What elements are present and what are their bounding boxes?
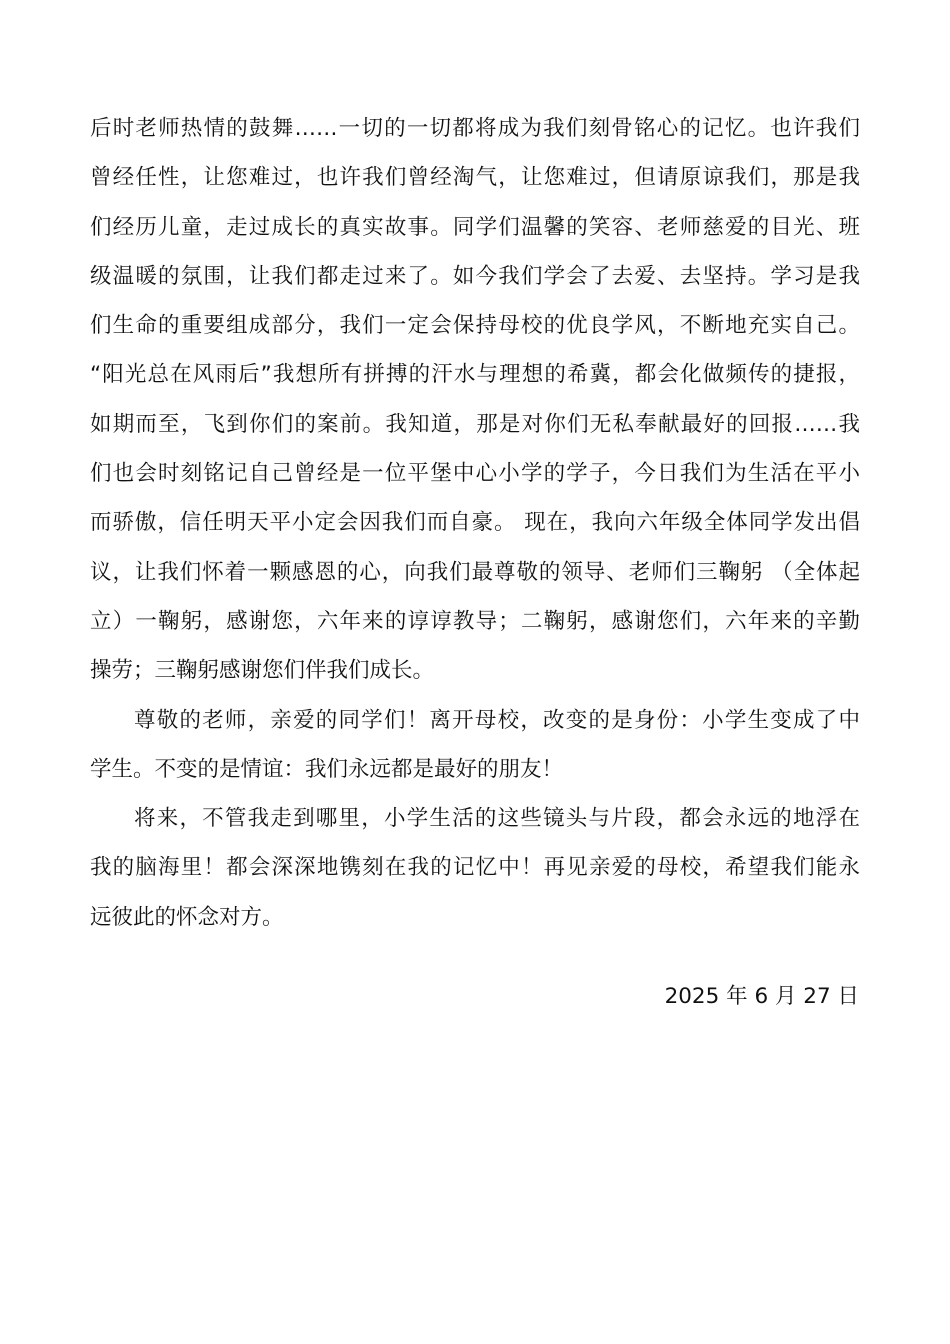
text-line: 而骄傲，信任明天平小定会因我们而自豪。 现在，我向六年级全体同学发出倡	[90, 510, 860, 536]
text-line: 们生命的重要组成部分，我们一定会保持母校的优良学风，不断地充实自己。	[90, 313, 860, 339]
paragraph-first-line: 将来，不管我走到哪里，小学生活的这些镜头与片段，都会永远的地浮在	[134, 806, 860, 832]
text-line: 学生。不变的是情谊：我们永远都是最好的朋友！	[90, 756, 564, 782]
letter-body	[90, 104, 860, 942]
text-line: 远彼此的怀念对方。	[90, 904, 284, 930]
text-line: 如期而至，飞到你们的案前。我知道，那是对你们无私奉献最好的回报……我	[90, 411, 860, 437]
text-line: 操劳；三鞠躬感谢您们伴我们成长。	[90, 658, 435, 684]
text-line: 曾经任性，让您难过，也许我们曾经淘气，让您难过，但请原谅我们，那是我	[90, 165, 860, 191]
text-line: 立）一鞠躬，感谢您，六年来的谆谆教导；二鞠躬，感谢您们，六年来的辛勤	[90, 608, 860, 634]
paragraph-first-line: 尊敬的老师，亲爱的同学们！离开母校，改变的是身份：小学生变成了中	[134, 707, 860, 733]
text-line: 后时老师热情的鼓舞……一切的一切都将成为我们刻骨铭心的记忆。也许我们	[90, 116, 860, 141]
text-line: 们经历儿童，走过成长的真实故事。同学们温馨的笑容、老师慈爱的目光、班	[90, 214, 860, 240]
letter-date: 2025 年 6 月 27 日	[664, 984, 859, 1009]
text-line: 级温暖的氛围，让我们都走过来了。如今我们学会了去爱、去坚持。学习是我	[90, 263, 860, 289]
text-line: 们也会时刻铭记自己曾经是一位平堡中心小学的学子，今日我们为生活在平小	[90, 461, 860, 487]
text-line: 我的脑海里！都会深深地镌刻在我的记忆中！再见亲爱的母校，希望我们能永	[90, 855, 860, 881]
text-line: 议，让我们怀着一颗感恩的心，向我们最尊敬的领导、老师们三鞠躬 （全体起	[90, 559, 860, 585]
text-line: “阳光总在风雨后”我想所有拼搏的汗水与理想的希冀，都会化做频传的捷报，	[90, 362, 860, 388]
